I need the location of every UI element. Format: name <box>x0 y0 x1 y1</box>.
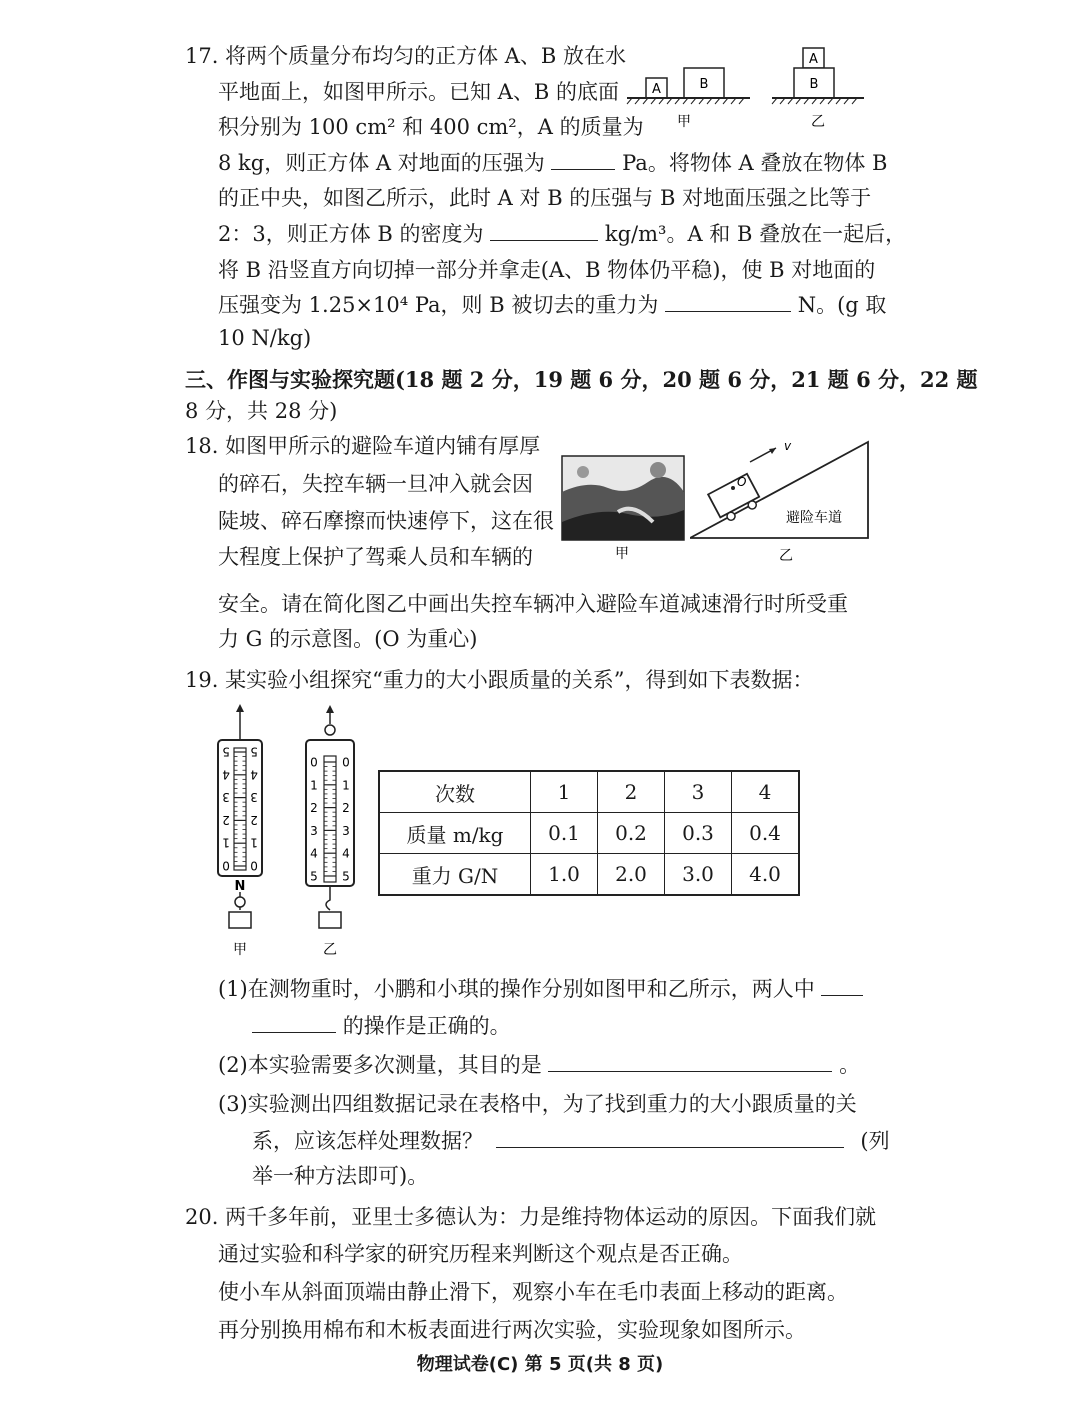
scale-number: 1 <box>222 835 230 850</box>
scale-number: 4 <box>342 846 350 861</box>
caption-yi: 乙 <box>811 114 825 130</box>
caption-jia: 甲 <box>615 546 629 562</box>
q19-answer-blank-3[interactable] <box>496 1127 844 1148</box>
table-cell: 重力 G/N <box>379 854 531 896</box>
scale-number: 4 <box>250 767 258 782</box>
q19-part-3: (3)实验测出四组数据记录在表格中，为了找到重力的大小跟质量的关 <box>218 1092 857 1116</box>
section-3-heading-2: 8 分，共 28 分) <box>185 399 338 423</box>
q17-line-4 <box>218 149 887 177</box>
q17-line-4-text: 8 kg，则正方体 A 对地面的压强为 <box>218 151 545 175</box>
scale-number: 5 <box>310 869 318 884</box>
table-cell: 质量 m/kg <box>379 813 531 854</box>
table-cell: 次数 <box>379 771 531 813</box>
table-cell: 1.0 <box>531 854 598 896</box>
q17-line-6-text: 2：3，则正方体 B 的密度为 <box>218 222 484 246</box>
block-b-label: B <box>809 77 819 92</box>
q17-answer-blank-1[interactable] <box>551 149 615 170</box>
q17-answer-blank-2[interactable] <box>490 220 598 241</box>
pull-arrow <box>326 705 334 713</box>
scale-hook <box>326 886 330 910</box>
scale-number: 1 <box>310 778 318 793</box>
label-o: O <box>737 475 747 489</box>
q17-line-6-unit: kg/m³。A 和 B 叠放在一起后， <box>604 222 907 246</box>
scale-number: 2 <box>342 801 350 816</box>
q19-part-1-end: 的操作是正确的。 <box>342 1014 511 1038</box>
scale-unit: N <box>234 879 246 894</box>
q18-line-1: 18. 如图甲所示的避险车道内铺有厚厚 <box>185 434 541 458</box>
q19-data-table <box>378 770 800 896</box>
photo-tree <box>577 466 589 478</box>
q17-line-8-text: 压强变为 1.25×10⁴ Pa，则 B 被切去的重力为 <box>218 293 659 317</box>
q19-part-2 <box>218 1051 860 1079</box>
table-cell: 0.3 <box>665 813 732 854</box>
q19-scale-yi <box>300 700 360 960</box>
q17-line-8 <box>218 291 886 319</box>
table-row <box>379 813 799 854</box>
scale-number: 0 <box>342 755 350 770</box>
caption-yi: 乙 <box>779 548 793 564</box>
scale-number: 4 <box>310 846 318 861</box>
table-cell: 2 <box>598 771 665 813</box>
scale-number: 3 <box>342 823 350 838</box>
hanging-weight <box>229 912 251 928</box>
caption-jia: 甲 <box>233 942 247 958</box>
table-header-row <box>379 771 799 813</box>
table-cell: 4.0 <box>732 854 800 896</box>
scale-number: 5 <box>250 744 258 759</box>
scale-number: 3 <box>222 790 230 805</box>
table-cell: 2.0 <box>598 854 665 896</box>
scale-number: 5 <box>342 869 350 884</box>
q20-line-2: 通过实验和科学家的研究历程来判断这个观点是否正确。 <box>218 1242 743 1266</box>
q20-line-3: 使小车从斜面顶端由静止滑下，观察小车在毛巾表面上移动的距离。 <box>218 1280 848 1304</box>
q19-part-1-cont <box>252 1012 511 1040</box>
scale-number: 0 <box>250 858 258 873</box>
q19-intro: 19. 某实验小组探究“重力的大小跟质量的关系”，得到如下表数据： <box>185 668 814 692</box>
scale-slot <box>234 748 246 870</box>
scale-number: 3 <box>250 790 258 805</box>
section-3-heading <box>185 366 978 394</box>
q19-part-2-period: 。 <box>839 1053 861 1077</box>
scale-number: 1 <box>342 778 350 793</box>
q20-line-1: 20. 两千多年前，亚里士多德认为：力是维持物体运动的原因。下面我们就 <box>185 1205 877 1229</box>
table-cell: 3.0 <box>665 854 732 896</box>
q19-part-3-note: (列 <box>860 1129 890 1153</box>
section-3-title: 三、作图与实验探究题(18 题 2 分，19 题 6 分，20 题 6 分，21 题 6 分，22 题 <box>185 367 978 392</box>
scale-number: 0 <box>310 755 318 770</box>
q18-line-3: 陡坡、碎石摩擦而快速停下，这在很 <box>218 509 554 533</box>
scale-number: 1 <box>250 835 258 850</box>
hanging-weight <box>319 912 341 928</box>
q18-line-6: 力 G 的示意图。(O 为重心) <box>218 627 478 651</box>
table-cell: 0.4 <box>732 813 800 854</box>
scale-ring <box>325 725 335 735</box>
q17-line-3: 积分别为 100 cm² 和 400 cm²，A 的质量为 <box>218 115 644 139</box>
block-a-label: A <box>809 52 818 67</box>
q19-part-3-cont <box>252 1127 890 1155</box>
scale-number: 2 <box>310 801 318 816</box>
q17-line-9: 10 N/kg) <box>218 326 312 350</box>
q18-diagram-yi <box>690 436 880 566</box>
q19-answer-blank-2[interactable] <box>548 1051 832 1072</box>
table-row <box>379 854 799 896</box>
scale-number: 5 <box>222 744 230 759</box>
label-v: v <box>784 439 792 453</box>
q17-line-1: 17. 将两个质量分布均匀的正方体 A、B 放在水 <box>185 44 627 68</box>
table-cell: 0.2 <box>598 813 665 854</box>
block-b-label: B <box>699 77 709 92</box>
q18-line-2: 的碎石，失控车辆一旦冲入就会因 <box>218 472 533 496</box>
q19-part-1-text: (1)在测物重时，小鹏和小琪的操作分别如图甲和乙所示，两人中 <box>218 977 815 1001</box>
table-cell: 3 <box>665 771 732 813</box>
q19-part-3-question: 系，应该怎样处理数据？ <box>252 1129 483 1153</box>
q17-line-2: 平地面上，如图甲所示。已知 A、B 的底面 <box>218 80 619 104</box>
scale-number: 3 <box>310 823 318 838</box>
scale-slot <box>324 756 336 882</box>
q19-answer-blank-1b[interactable] <box>252 1012 336 1033</box>
lane-label: 避险车道 <box>786 510 842 526</box>
q17-line-6 <box>218 220 906 248</box>
q20-line-4: 再分别换用棉布和木板表面进行两次实验，实验现象如图所示。 <box>218 1318 806 1342</box>
table-cell: 0.1 <box>531 813 598 854</box>
photo-tree <box>650 462 666 478</box>
scale-ring <box>235 897 245 907</box>
table-cell: 1 <box>531 771 598 813</box>
q18-photo-jia <box>558 452 690 564</box>
q19-scale-jia <box>210 700 270 960</box>
q17-line-5: 的正中央，如图乙所示，此时 A 对 B 的压强与 B 对地面压强之比等于 <box>218 186 872 210</box>
caption-yi: 乙 <box>323 942 337 958</box>
q19-part-1 <box>218 975 863 1003</box>
scale-number: 2 <box>222 812 230 827</box>
q18-line-5: 安全。请在简化图乙中画出失控车辆冲入避险车道减速滑行时所受重 <box>218 592 848 616</box>
scale-number: 4 <box>222 767 230 782</box>
scale-number: 0 <box>222 858 230 873</box>
q19-part-2-text: (2)本实验需要多次测量，其目的是 <box>218 1053 542 1077</box>
q19-answer-blank-1a[interactable] <box>821 975 863 996</box>
q17-line-8-unit: N。(g 取 <box>797 293 887 317</box>
scale-number: 2 <box>250 812 258 827</box>
q17-answer-blank-3[interactable] <box>665 291 791 312</box>
q17-figure-jia <box>622 62 757 132</box>
q18-line-4: 大程度上保护了驾乘人员和车辆的 <box>218 545 533 569</box>
caption-jia: 甲 <box>677 114 691 130</box>
q17-line-7: 将 B 沿竖直方向切掉一部分并拿走(A、B 物体仍平稳)，使 B 对地面的 <box>218 258 876 282</box>
center-of-gravity <box>731 486 735 490</box>
pull-arrow <box>236 704 244 712</box>
block-a-label: A <box>652 82 661 97</box>
q17-figure-yi <box>768 42 868 132</box>
q17-line-4-unit: Pa。将物体 A 叠放在物体 B <box>622 151 888 175</box>
q19-part-3-end: 举一种方法即可)。 <box>252 1164 429 1188</box>
page-footer: 物理试卷(C) 第 5 页(共 8 页) <box>416 1354 664 1375</box>
table-cell: 4 <box>732 771 800 813</box>
